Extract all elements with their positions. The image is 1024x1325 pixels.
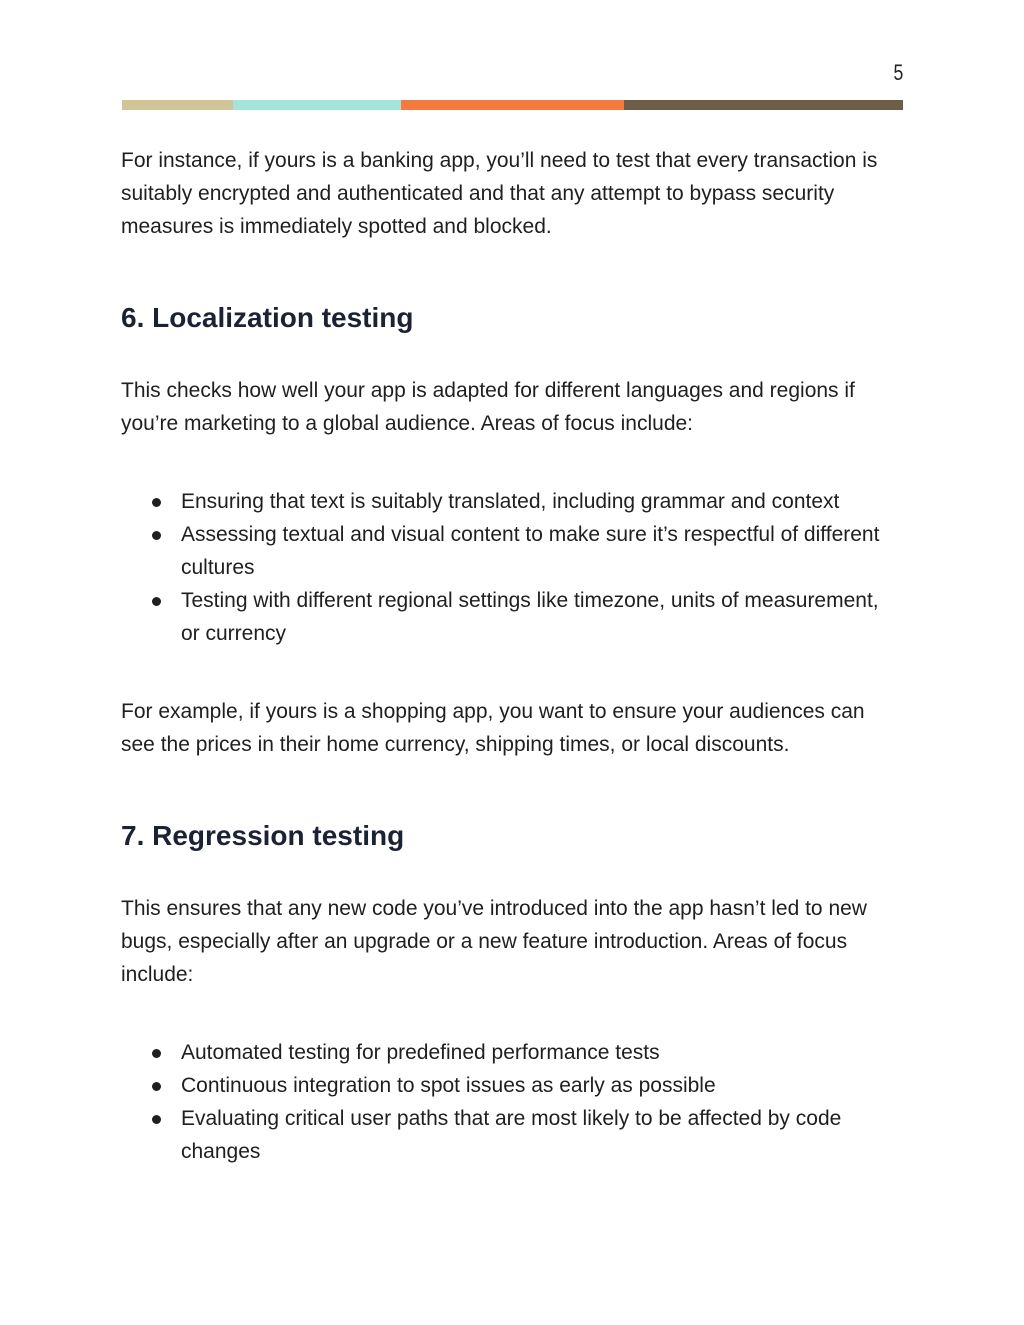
list-item-text: Ensuring that text is suitably translated, including grammar and context (181, 490, 840, 513)
list-item-text: Evaluating critical user paths that are most likely to be affected by code changes (181, 1107, 842, 1163)
color-bar-segment-2 (233, 100, 401, 110)
paragraph-localization-intro: This checks how well your app is adapted for different languages and regions if you’re marketing to a global audience. Areas of focus include: (121, 379, 855, 435)
heading-regression-testing: 7. Regression testing (121, 820, 405, 851)
bullet-icon (152, 498, 161, 507)
color-bar-segment-4 (624, 100, 903, 110)
list-item (121, 1069, 903, 1102)
paragraph-banking-example: For instance, if yours is a banking app, you’ll need to test that every transaction is suitably encrypted and authenticated and that any attempt to bypass security measures is immediately spotted and blocked. (121, 149, 878, 238)
heading-localization-testing: 6. Localization testing (121, 302, 414, 333)
paragraph-shopping-example: For example, if yours is a shopping app, you want to ensure your audiences can see the prices in their home currency, shipping times, or local discounts. (121, 700, 865, 756)
bullet-icon (152, 531, 161, 540)
bullet-icon (152, 1049, 161, 1058)
document-body (121, 144, 903, 1168)
list-item (121, 584, 903, 650)
color-bar-segment-3 (401, 100, 624, 110)
list-item-text: Continuous integration to spot issues as early as possible (181, 1074, 716, 1097)
list-item-text: Assessing textual and visual content to make sure it’s respectful of different cultures (181, 523, 880, 579)
list-item-text: Automated testing for predefined performance tests (181, 1041, 660, 1064)
header-color-bar (122, 100, 903, 110)
paragraph-regression-intro: This ensures that any new code you’ve introduced into the app hasn’t led to new bugs, especially after an upgrade or a new feature introduction. Areas of focus include: (121, 897, 867, 986)
bullet-icon (152, 1082, 161, 1091)
list-item (121, 518, 903, 584)
bullet-icon (152, 597, 161, 606)
page-number: 5 (893, 60, 904, 85)
list-item (121, 485, 903, 518)
list-item (121, 1036, 903, 1069)
localization-focus-list (121, 485, 903, 650)
color-bar-segment-1 (122, 100, 233, 110)
list-item (121, 1102, 903, 1168)
list-item-text: Testing with different regional settings like timezone, units of measurement, or currency (181, 589, 879, 645)
bullet-icon (152, 1115, 161, 1124)
regression-focus-list (121, 1036, 903, 1168)
